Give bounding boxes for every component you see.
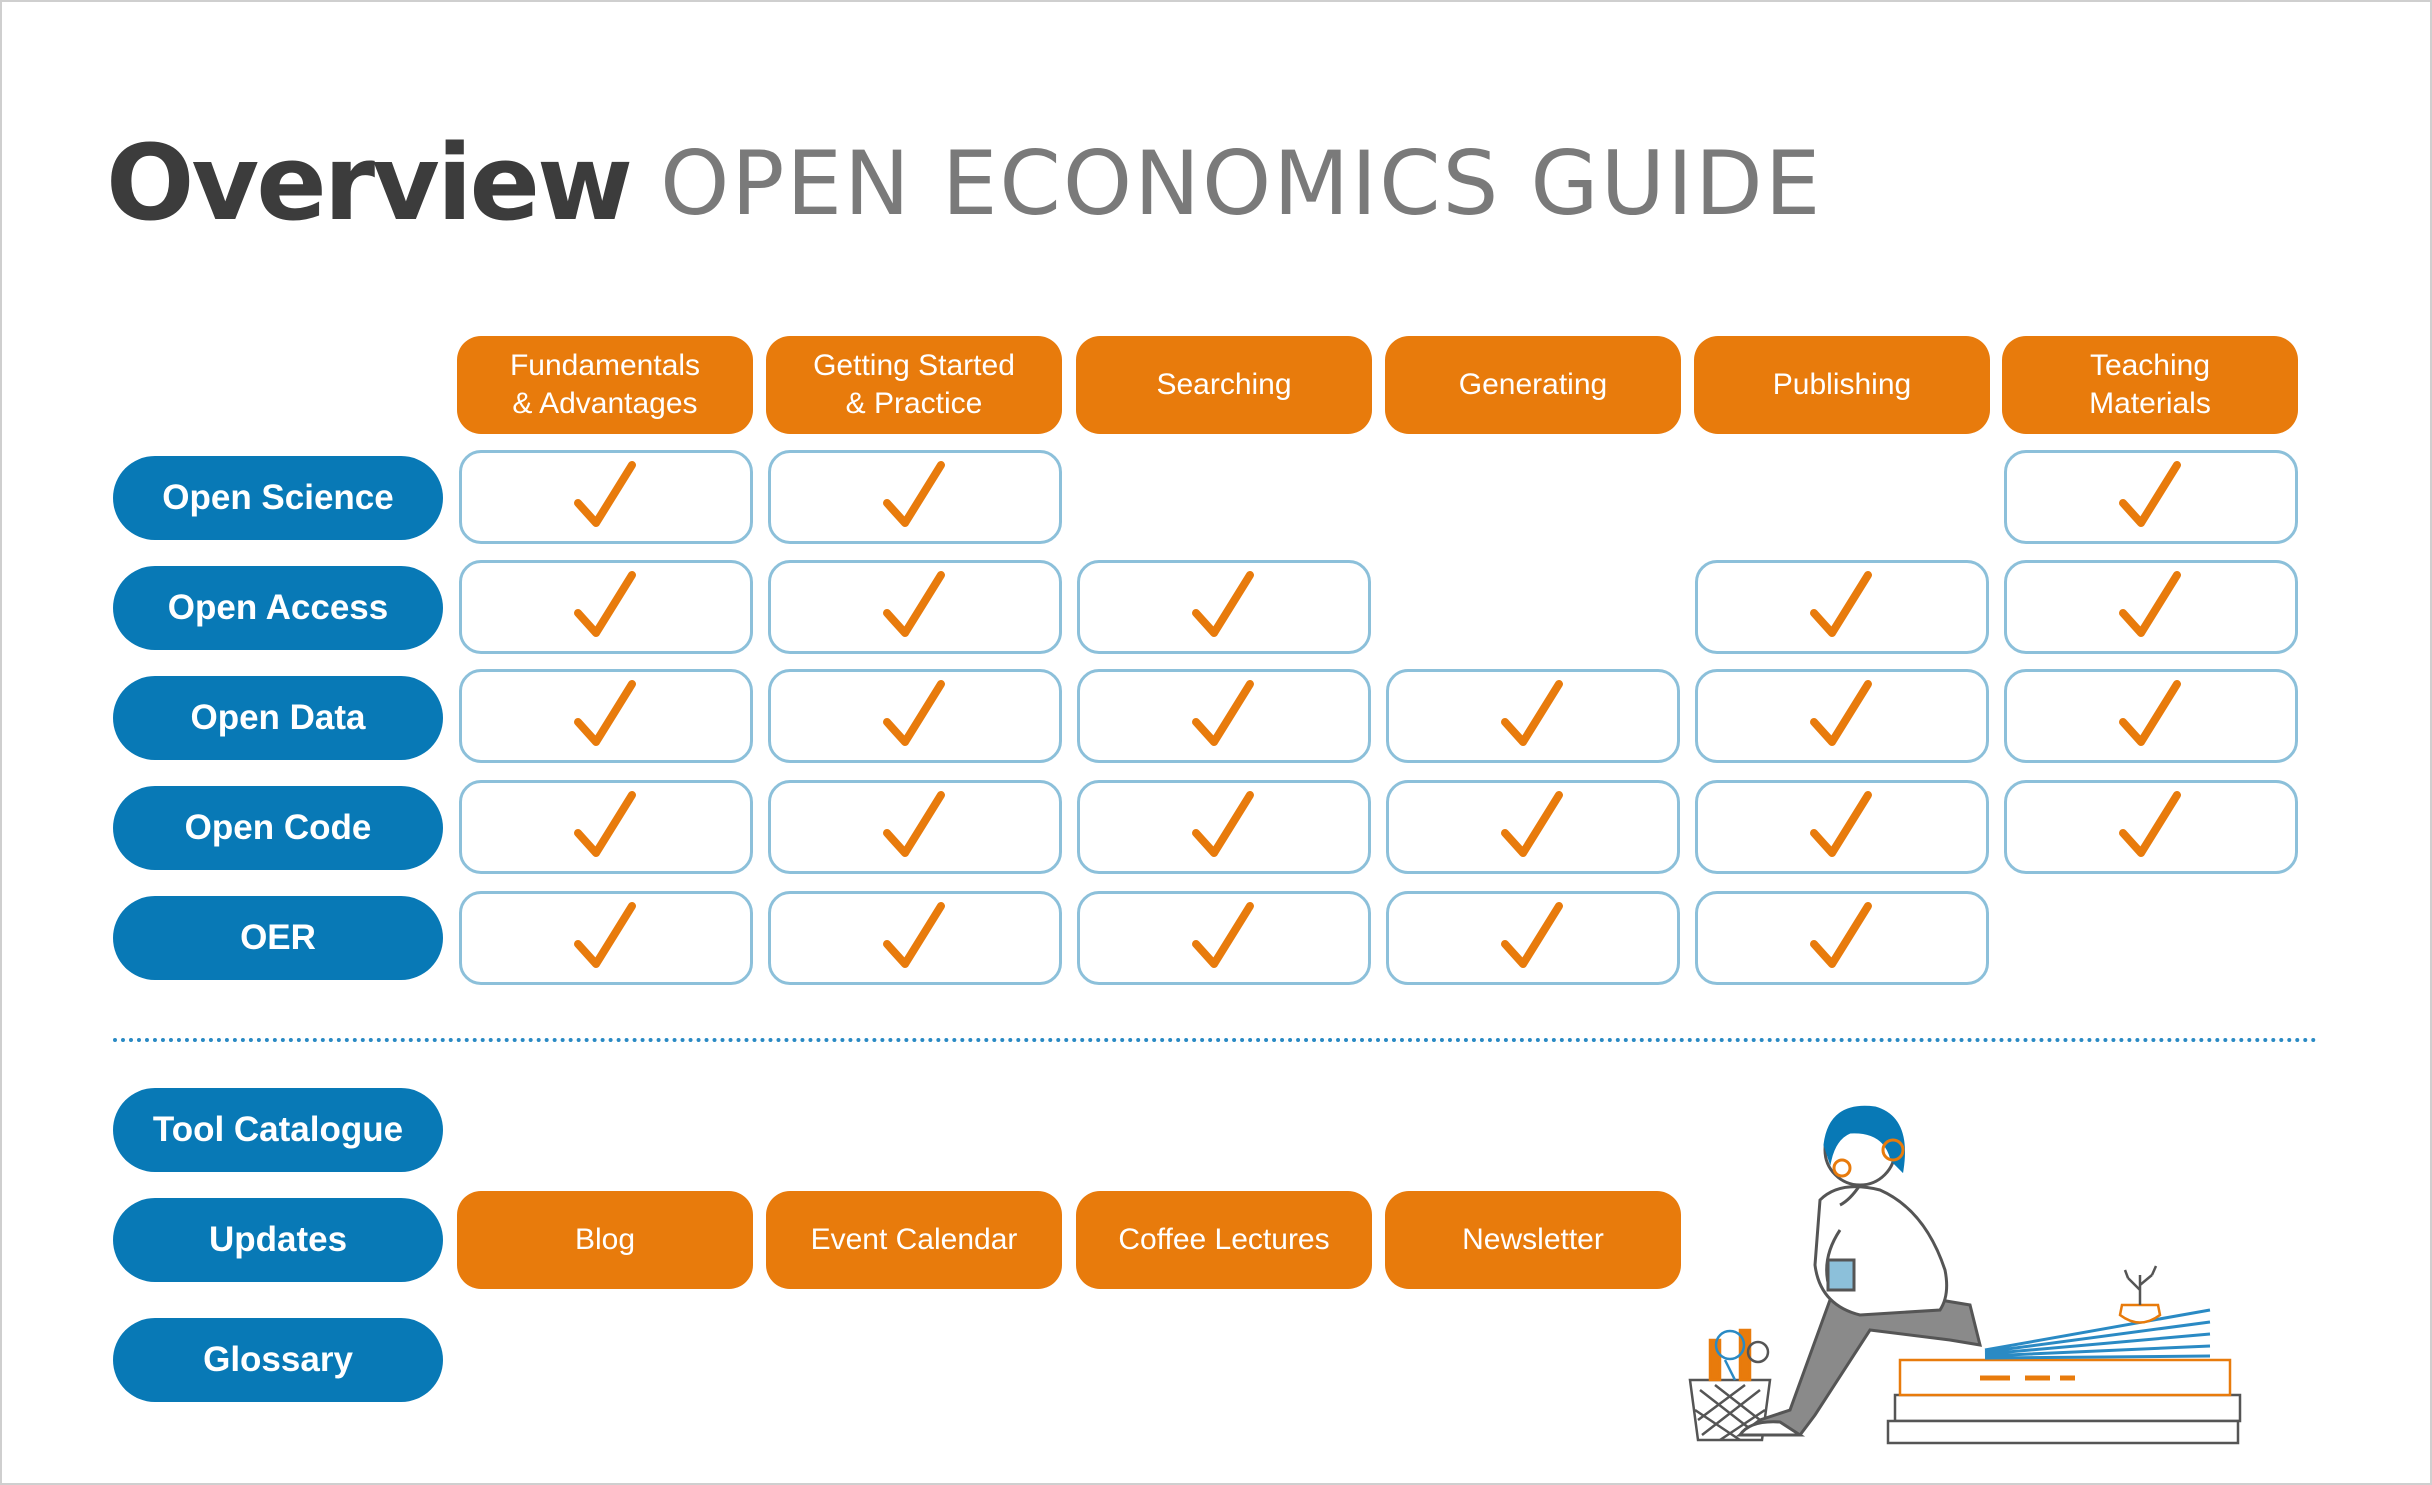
check-cell[interactable] — [1077, 669, 1371, 763]
section-updates[interactable]: Updates — [113, 1198, 443, 1282]
check-cell[interactable] — [2004, 780, 2298, 874]
check-cell[interactable] — [1695, 669, 1989, 763]
check-cell[interactable] — [2004, 669, 2298, 763]
section-tool-catalogue[interactable]: Tool Catalogue — [113, 1088, 443, 1172]
checkmark-icon — [1802, 676, 1882, 756]
checkmark-icon — [2111, 567, 2191, 647]
checkmark-icon — [2111, 787, 2191, 867]
section-divider — [113, 1038, 2318, 1042]
checkmark-icon — [566, 567, 646, 647]
checkmark-icon — [1802, 567, 1882, 647]
section-glossary[interactable]: Glossary — [113, 1318, 443, 1402]
checkmark-icon — [566, 676, 646, 756]
check-cell[interactable] — [768, 891, 1062, 985]
checkmark-icon — [1802, 787, 1882, 867]
row-header-open-access[interactable]: Open Access — [113, 566, 443, 650]
woman-reading-illustration — [1680, 1090, 2260, 1450]
check-cell[interactable] — [1077, 891, 1371, 985]
check-cell[interactable] — [1386, 669, 1680, 763]
check-cell[interactable] — [1386, 891, 1680, 985]
checkmark-icon — [2111, 676, 2191, 756]
row-header-oer[interactable]: OER — [113, 896, 443, 980]
checkmark-icon — [1184, 787, 1264, 867]
check-cell[interactable] — [768, 669, 1062, 763]
checkmark-icon — [875, 898, 955, 978]
column-header-publishing[interactable]: Publishing — [1694, 336, 1990, 434]
title-subtitle: OPEN ECONOMICS GUIDE — [660, 131, 1823, 235]
column-header-teaching-materials[interactable]: Teaching Materials — [2002, 336, 2298, 434]
check-cell[interactable] — [2004, 450, 2298, 544]
checkmark-icon — [1493, 787, 1573, 867]
checkmark-icon — [1802, 898, 1882, 978]
checkmark-icon — [875, 567, 955, 647]
check-cell[interactable] — [459, 891, 753, 985]
check-cell[interactable] — [1695, 780, 1989, 874]
check-cell[interactable] — [459, 780, 753, 874]
row-header-open-data[interactable]: Open Data — [113, 676, 443, 760]
updates-blog-button[interactable]: Blog — [457, 1191, 753, 1289]
check-cell[interactable] — [1695, 891, 1989, 985]
checkmark-icon — [875, 457, 955, 537]
checkmark-icon — [1493, 898, 1573, 978]
check-cell[interactable] — [459, 669, 753, 763]
check-cell[interactable] — [768, 450, 1062, 544]
column-header-getting-started[interactable]: Getting Started & Practice — [766, 336, 1062, 434]
checkmark-icon — [875, 787, 955, 867]
check-cell[interactable] — [768, 560, 1062, 654]
check-cell[interactable] — [459, 450, 753, 544]
title-bold: Overview — [106, 122, 631, 244]
row-header-open-code[interactable]: Open Code — [113, 786, 443, 870]
checkmark-icon — [2111, 457, 2191, 537]
checkmark-icon — [566, 787, 646, 867]
checkmark-icon — [1184, 898, 1264, 978]
updates-newsletter-button[interactable]: Newsletter — [1385, 1191, 1681, 1289]
plant-icon — [2120, 1266, 2160, 1323]
page-title — [106, 118, 1822, 248]
checkmark-icon — [875, 676, 955, 756]
check-cell[interactable] — [768, 780, 1062, 874]
checkmark-icon — [566, 457, 646, 537]
column-header-generating[interactable]: Generating — [1385, 336, 1681, 434]
updates-event-calendar-button[interactable]: Event Calendar — [766, 1191, 1062, 1289]
checkmark-icon — [566, 898, 646, 978]
checkmark-icon — [1493, 676, 1573, 756]
check-cell[interactable] — [1077, 780, 1371, 874]
updates-coffee-lectures-button[interactable]: Coffee Lectures — [1076, 1191, 1372, 1289]
check-cell[interactable] — [1695, 560, 1989, 654]
check-cell[interactable] — [2004, 560, 2298, 654]
column-header-searching[interactable]: Searching — [1076, 336, 1372, 434]
check-cell[interactable] — [459, 560, 753, 654]
row-header-open-science[interactable]: Open Science — [113, 456, 443, 540]
column-header-fundamentals[interactable]: Fundamentals & Advantages — [457, 336, 753, 434]
check-cell[interactable] — [1077, 560, 1371, 654]
check-cell[interactable] — [1386, 780, 1680, 874]
checkmark-icon — [1184, 567, 1264, 647]
checkmark-icon — [1184, 676, 1264, 756]
